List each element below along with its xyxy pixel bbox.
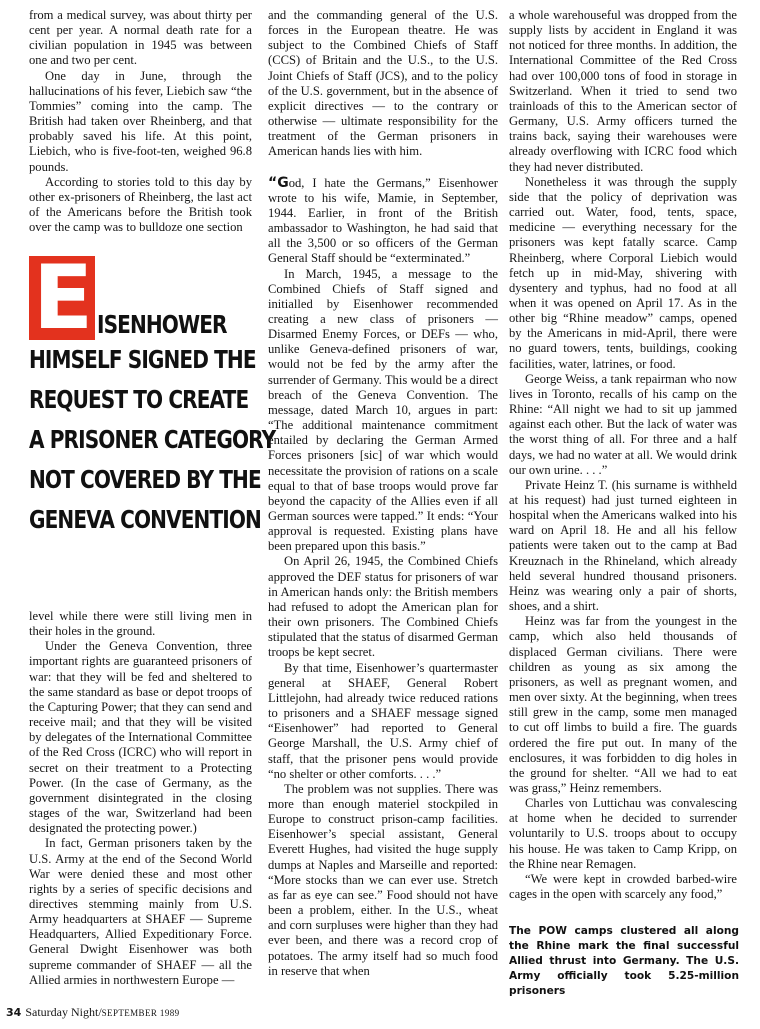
pull-quote (29, 246, 276, 540)
issue-date: SEPTEMBER 1989 (101, 1008, 180, 1018)
body-paragraph: Heinz was far from the youngest in the camp, which also held thousands of displaced German civilians. There were children as young as six among the prisoners, as well as pregnant women, and men over sixty. At the beginning, when trees still grew in the camp, some men managed to cut off limbs to build a fire. The guards ordered the fire put out. In many of the enclosures, it was forbidden to dig holes in the ground for shelter. “All we had to eat was grass,” Heinz remembers. (509, 614, 737, 795)
body-paragraph: “We were kept in crowded barbed-wire cages in the open with scarcely any food,” (509, 871, 737, 902)
body-paragraph: and the commanding general of the U.S. forces in the European theatre. He was subject to the Combined Chiefs of Staff (CCS) of Britain and the U.S., to the U.S. Joint Chiefs of Staff (JCS), and to the policy of the U.S. government, but in the absence of explicit directives — to the contrary or otherwise — ultimate responsibility for the treatment of the German prisoners in American hands lies with him. (268, 8, 498, 159)
body-paragraph: Under the Geneva Convention, three important rights are guaranteed prisoners of war: that they will be fed and sheltered to the same standard as base or depot troops of the Capturing Power; that they can send and receive mail; and that they will be visited by delegates of the International Committee of the Red Cross (ICRC) who will report in secret on their treatment to a Protecting Power. (In the case of Germany, as the government disintegrated in the closing stages of the war, Switzerland had been designated the protecting power.) (29, 639, 252, 836)
body-paragraph: On April 26, 1945, the Combined Chiefs approved the DEF status for prisoners of war in American hands only: the British members had refused to adopt the American plan for their own prisoners. The Combined Chiefs stipulated that the status of disarmed German troops be kept secret. (268, 554, 498, 660)
body-paragraph: In March, 1945, a message to the Combined Chiefs of Staff signed and initialled by Eisenhower recommended creating a new class of prisoners — Disarmed Enemy Forces, or DEFs — who, unlike Geneva-defined prisoners of war, would not be fed by the army after the surrender of Germany. This would be a direct breach of the Geneva Convention. The message, dated March 10, argues in part: “The additional maintenance commitment entailed by declaring the German Armed Forces prisoners [sic] of war which would necessitate the provision of rations on a scale equal to that of base troops would prove far beyond the capacity of the Allies even if all German sources were tapped.” It ends: “Your approval is requested. Existing plans have been prepared upon this basis.” (268, 266, 498, 554)
pull-quote-initial: E (29, 256, 95, 340)
column-2 (268, 8, 498, 979)
column-1-top (29, 8, 252, 235)
body-paragraph: Charles von Luttichau was convalescing at home when he decided to surrender voluntarily to U.S. troops about to occupy his house. He was taken to Camp Kripp, on the Rhine near Remagen. (509, 796, 737, 871)
pull-quote-line: A PRISONER CATEGORY (29, 425, 276, 454)
section-dropcap: “G (268, 174, 289, 191)
publication-name: Saturday Night (25, 1005, 99, 1019)
section-opening-text: od, I hate the Germans,” Eisenhower wrote to his wife, Mamie, in September, 1944. Earlier, in front of the British ambassador to Washington, he had said that all the 3,500 or so officers of the German General Staff should be “exterminated.” (268, 175, 498, 266)
body-paragraph: George Weiss, a tank repairman who now lives in Toronto, recalls of his camp on the Rhine: “All night we had to sit up jammed against each other. But the lack of water was the worst thing of all. For three and a half days, we had no water at all. We would drink our own urine. . . .” (509, 371, 737, 477)
body-paragraph: One day in June, through the hallucinations of his fever, Liebich saw “the Tommies” coming into the camp. The British had taken over Rheinberg, and that probably saved his life. At this point, Liebich, who is five-foot-ten, weighed 96.8 pounds. (29, 68, 252, 174)
body-paragraph: Private Heinz T. (his surname is withheld at his request) had just turned eighteen in hospital when the Americans walked into his ward on April 18. He and all his fellow patients were taken out to the camp at Bad Kreuznach in the Rhineland, which already held several hundred thousand prisoners. Heinz was wearing only a pair of shorts, shoes, and a shirt. (509, 477, 737, 614)
pull-quote-line: HIMSELF SIGNED THE (29, 345, 256, 374)
body-paragraph: from a medical survey, was about thirty per cent per year. A normal death rate for a civilian population in 1945 was between one and two per cent. (29, 8, 252, 68)
body-paragraph: By that time, Eisenhower’s quartermaster general at SHAEF, General Robert Littlejohn, had already twice reduced rations to prisoners and a SHAEF message signed “Eisenhower” had reported to General George Marshall, the U.S. Army chief of staff, that the prisoner pens would provide “no shelter or other comforts. . . .” (268, 660, 498, 781)
column-3 (509, 8, 737, 902)
body-paragraph: a whole warehouseful was dropped from the supply lists by accident in England it was not noticed for three months. In addition, the International Committee of the Red Cross had over 100,000 tons of food in storage in Switzerland. When it tried to send two trainloads of this to the American sector of Germany, U.S. Army officers turned the trains back, saying their warehouses were already overflowing with ICRC food which they had never distributed. (509, 8, 737, 174)
pull-quote-line: REQUEST TO CREATE (29, 385, 249, 414)
pull-quote-line: NOT COVERED BY THE (29, 465, 261, 494)
body-paragraph: The problem was not supplies. There was more than enough materiel stockpiled in Europe to construct prison-camp facilities. Eisenhower’s special assistant, General Everett Hughes, had visited the huge supply dumps at Naples and Marseille and reported: “More stocks than we can ever use. Stretch as far as eye can see.” Food should not have been a problem, either. In the U.S., wheat and corn surpluses were higher than they had ever been, and there was a record crop of potatoes. The army itself had so much food in reserve that when (268, 781, 498, 978)
body-paragraph: According to stories told to this day by other ex-prisoners of Rheinberg, the last act of the Americans before the British took over the camp was to bulldoze one section (29, 174, 252, 235)
pull-quote-line: ISENHOWER (97, 310, 227, 339)
page-number: 34 (6, 1006, 22, 1019)
map-caption: The POW camps clustered all along the Rhine mark the final successful Allied thrust into Germany. The U.S. Army officially took 5.25-million prisoners (509, 925, 739, 997)
body-paragraph: level while there were still living men in their holes in the ground. (29, 609, 252, 639)
pull-quote-line: GENEVA CONVENTION (29, 505, 261, 534)
section-opening-paragraph (268, 176, 498, 267)
body-paragraph: Nonetheless it was through the supply side that the policy of deprivation was carried out. Water, food, tents, space, medicine — everything necessary for the prisoners was kept fatally scarce. Camp Rheinberg, where Corporal Liebich would fetch up in mid-May, shivering with dysentery and typhus, had no food at all when it was opened on April 17. As in the other big “Rhine meadow” camps, opened by the Americans in mid-April, there were no guard towers, tents, buildings, cooking facilities, water, latrines, or food. (509, 174, 737, 371)
body-paragraph: In fact, German prisoners taken by the U.S. Army at the end of the Second World War were denied these and most other rights by a series of specific decisions and directives stemming mainly from U.S. Army headquarters at SHAEF — Supreme Headquarters, Allied Expeditionary Force. General Dwight Eisenhower was both supreme commander of SHAEF — all the Allied armies in northwestern Europe — (29, 836, 252, 987)
footer-separator: / (98, 1005, 102, 1019)
page-footer (6, 1005, 180, 1020)
column-1-bottom (29, 609, 252, 988)
